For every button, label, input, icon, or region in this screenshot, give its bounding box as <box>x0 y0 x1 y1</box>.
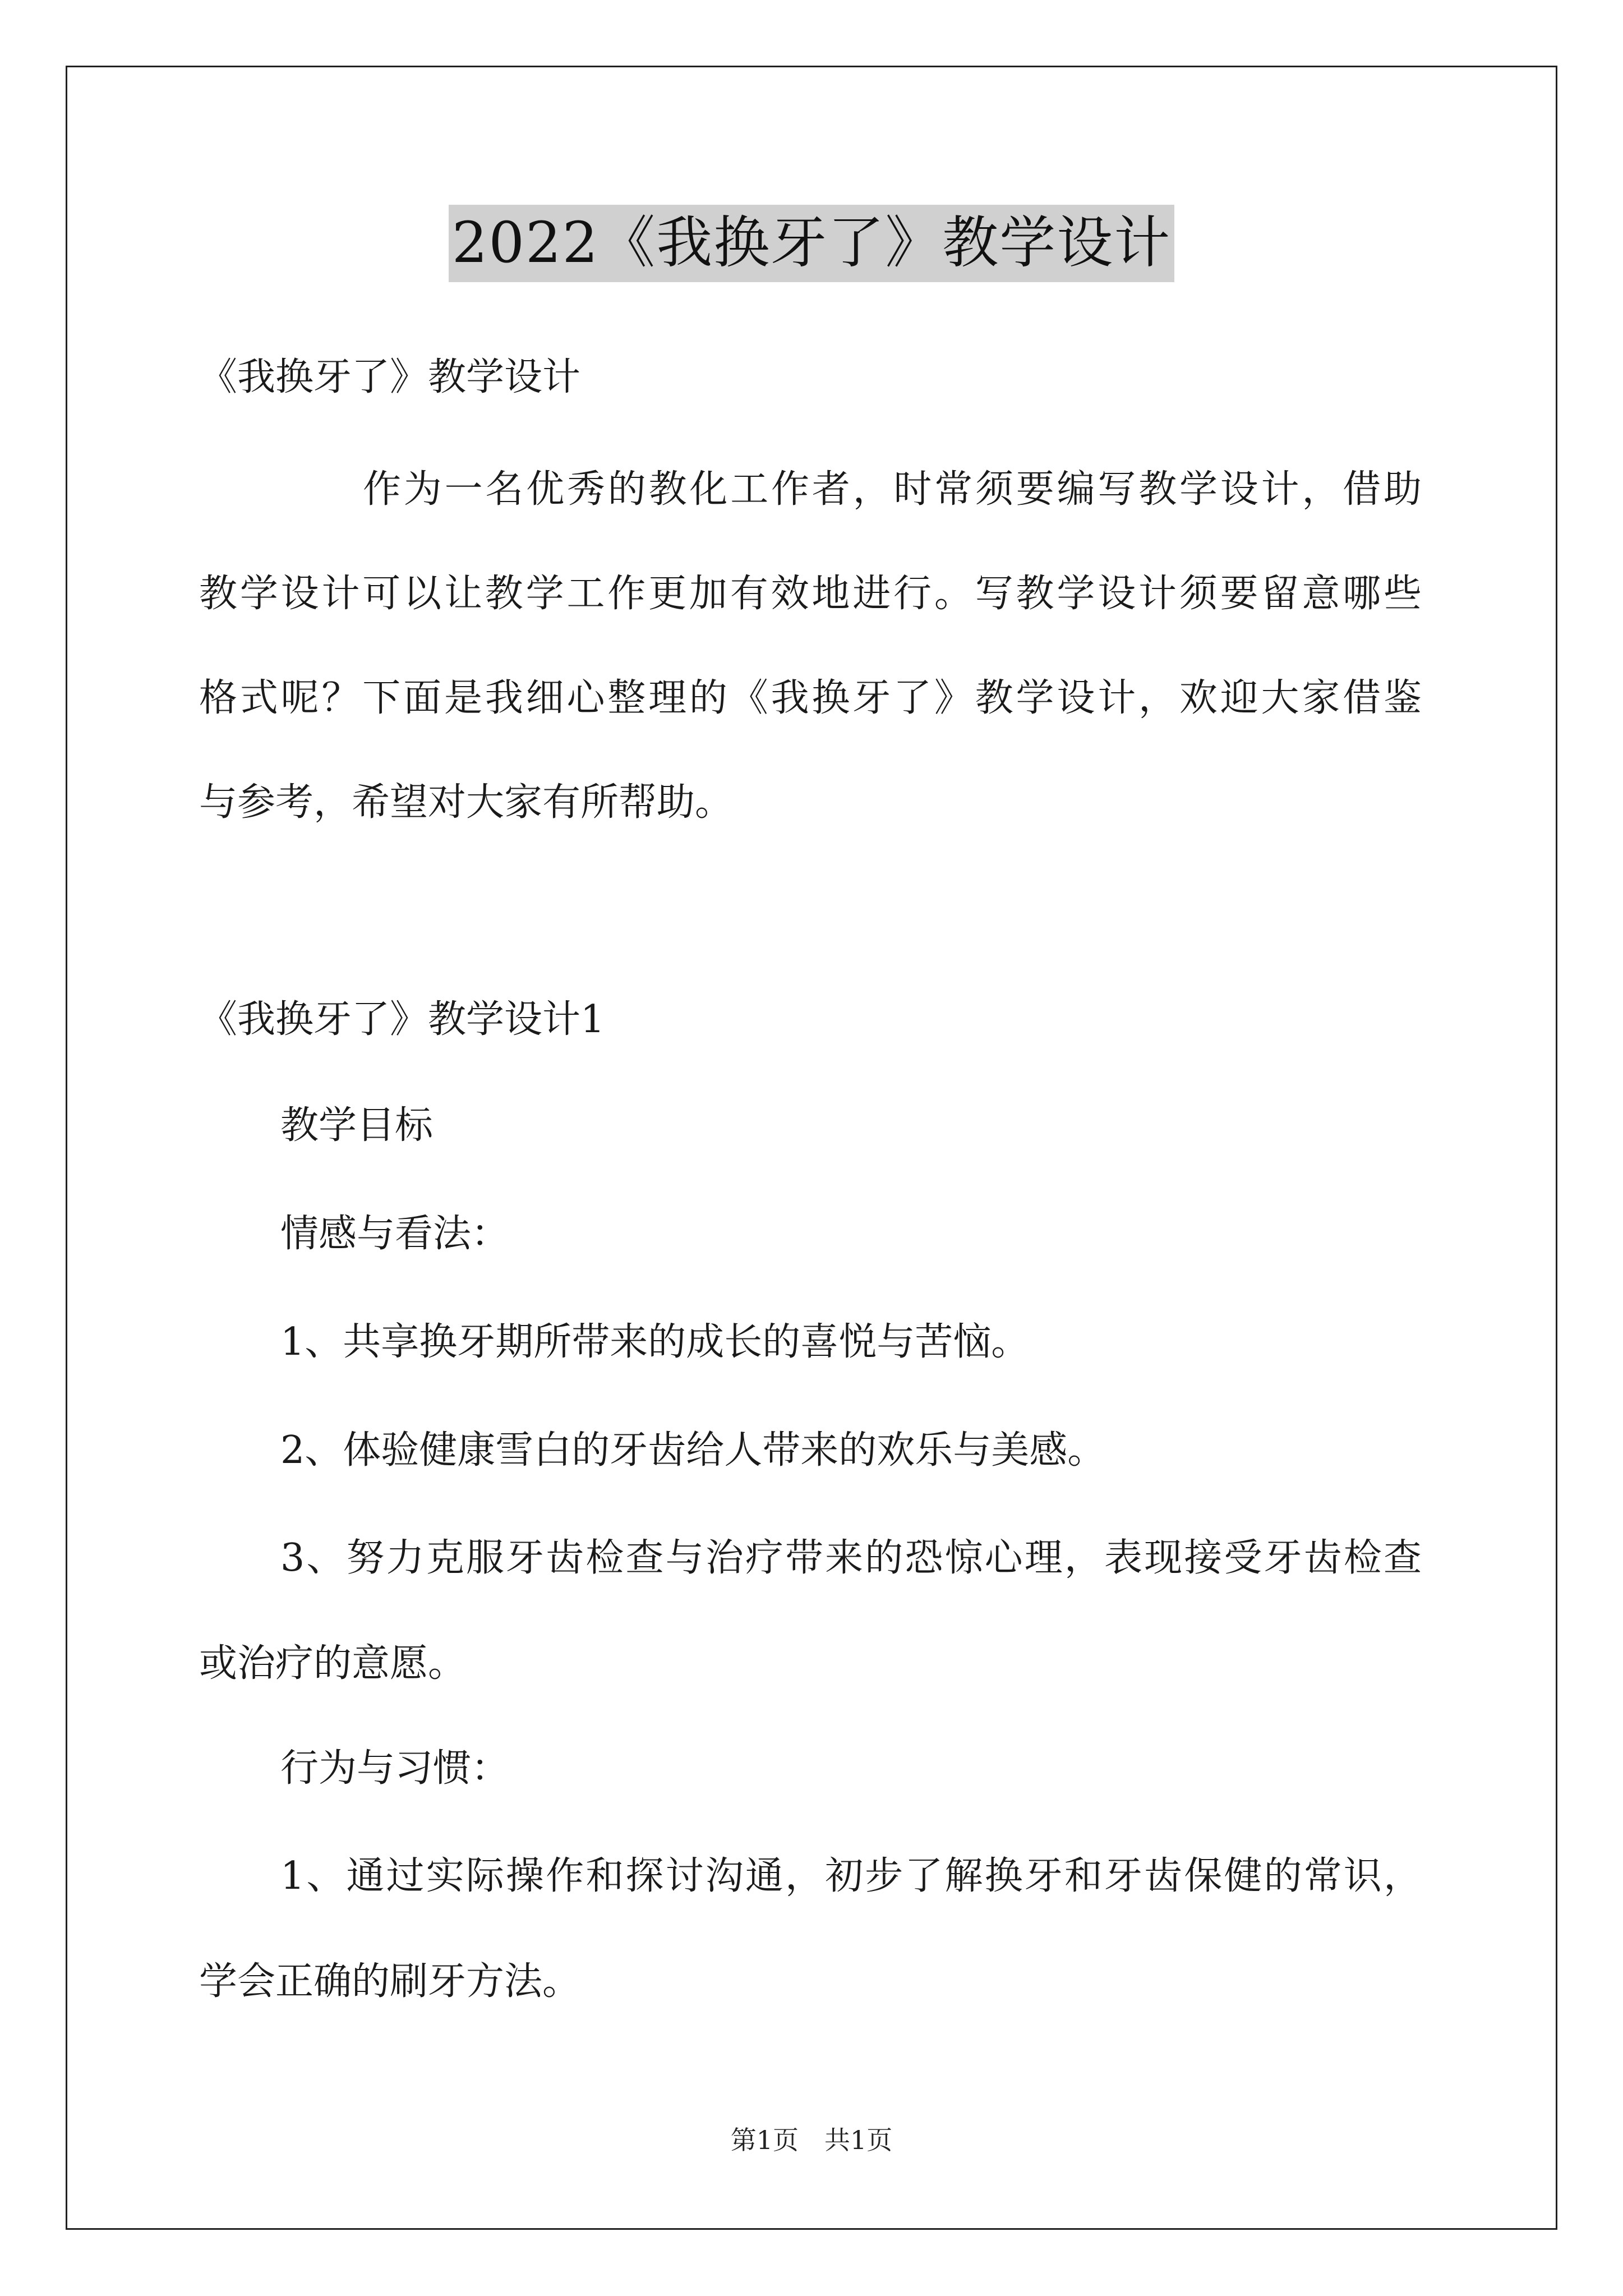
intro-paragraph-line-3: 格式呢？下面是我细心整理的《我换牙了》教学设计，欢迎大家借鉴 <box>199 676 1422 720</box>
document-title: 2022《我换牙了》教学设计 <box>449 205 1175 282</box>
goal-item-1: 1、共享换牙期所带来的成长的喜悦与苦恼。 <box>280 1320 1030 1364</box>
goal-item-2: 2、体验健康雪白的牙齿给人带来的欢乐与美感。 <box>280 1428 1106 1473</box>
emotion-attitude-heading: 情感与看法： <box>280 1212 510 1256</box>
intro-paragraph-line-2: 教学设计可以让教学工作更加有效地进行。写教学设计须要留意哪些 <box>199 572 1422 616</box>
intro-paragraph-line-4: 与参考，希望对大家有所帮助。 <box>199 780 734 825</box>
title-container <box>0 205 1623 282</box>
teaching-goals-heading: 教学目标 <box>280 1103 434 1148</box>
page-footer: 第1页 共1页 <box>730 2125 893 2155</box>
behavior-item-1-line-1: 1、通过实际操作和探讨沟通，初步了解换牙和牙齿保健的常识， <box>280 1854 1422 1898</box>
intro-paragraph-line-1: 作为一名优秀的教化工作者，时常须要编写教学设计，借助 <box>363 467 1422 512</box>
goal-item-3-line-1: 3、努力克服牙齿检查与治疗带来的恐惊心理，表现接受牙齿检查 <box>280 1536 1422 1580</box>
goal-item-3-line-2: 或治疗的意愿。 <box>199 1641 467 1686</box>
section-heading: 《我换牙了》教学设计1 <box>199 997 605 1042</box>
behavior-habit-heading: 行为与习惯： <box>280 1746 510 1791</box>
doc-subtitle: 《我换牙了》教学设计 <box>199 355 581 399</box>
behavior-item-1-line-2: 学会正确的刷牙方法。 <box>199 1959 581 2004</box>
